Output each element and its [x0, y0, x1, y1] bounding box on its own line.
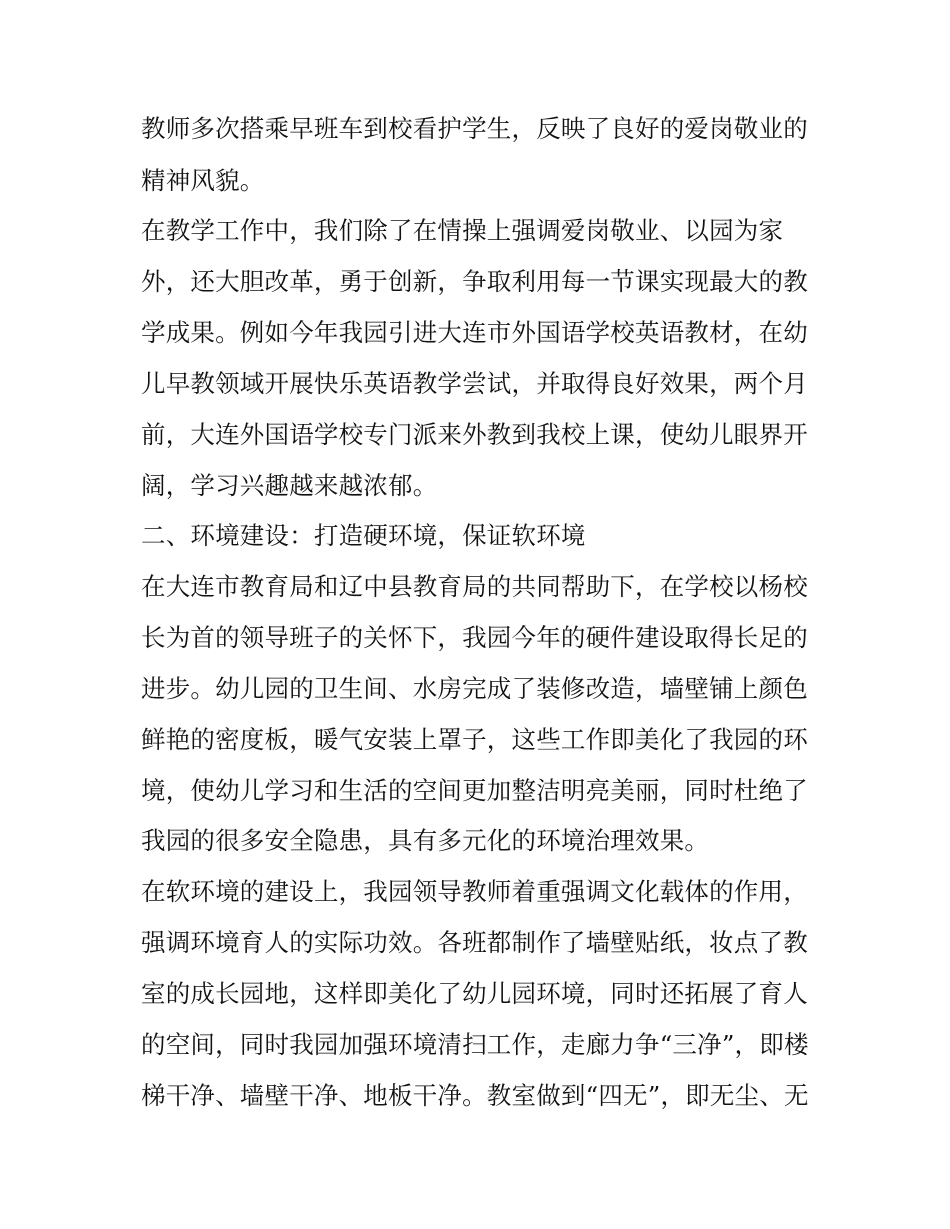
- text-line: 在大连市教育局和辽中县教育局的共同帮助下，在学校以杨校: [141, 572, 808, 601]
- text-line: 教师多次搭乘早班车到校看护学生，反映了良好的爱岗敬业的: [141, 114, 808, 143]
- text-line: 梯干净、墙壁干净、地板干净。教室做到“四无”，即无尘、无: [141, 1081, 809, 1110]
- text-line: 阔，学习兴趣越来越浓郁。: [141, 471, 438, 500]
- text-line: 境，使幼儿学习和生活的空间更加整洁明亮美丽，同时杜绝了: [141, 776, 808, 805]
- text-line: 强调环境育人的实际功效。各班都制作了墙壁贴纸，妆点了教: [141, 928, 808, 957]
- text-line: 进步。幼儿园的卫生间、水房完成了装修改造，墙壁铺上颜色: [141, 674, 808, 703]
- section-heading: 二、环境建设：打造硬环境，保证软环境: [141, 521, 586, 550]
- text-line: 我园的很多安全隐患，具有多元化的环境治理效果。: [141, 826, 710, 855]
- text-line: 长为首的领导班子的关怀下，我园今年的硬件建设取得长足的: [141, 623, 808, 652]
- text-line: 鲜艳的密度板，暖气安装上罩子，这些工作即美化了我园的环: [141, 725, 808, 754]
- text-line: 前，大连外国语学校专门派来外教到我校上课，使幼儿眼界开: [141, 420, 808, 449]
- text-line: 外，还大胆改革，勇于创新，争取利用每一节课实现最大的教: [141, 267, 808, 296]
- text-line: 学成果。例如今年我园引进大连市外国语学校英语教材，在幼: [141, 318, 808, 347]
- text-line: 室的成长园地，这样即美化了幼儿园环境，同时还拓展了育人: [141, 979, 808, 1008]
- text-line: 儿早教领域开展快乐英语教学尝试，并取得良好效果，两个月: [141, 369, 808, 398]
- text-line: 在教学工作中，我们除了在情操上强调爱岗敬业、以园为家: [141, 216, 784, 245]
- text-line: 在软环境的建设上，我园领导教师着重强调文化载体的作用，: [141, 877, 808, 906]
- text-line: 的空间，同时我园加强环境清扫工作，走廊力争“三净”，即楼: [141, 1030, 809, 1059]
- text-line: 精神风貌。: [141, 166, 265, 195]
